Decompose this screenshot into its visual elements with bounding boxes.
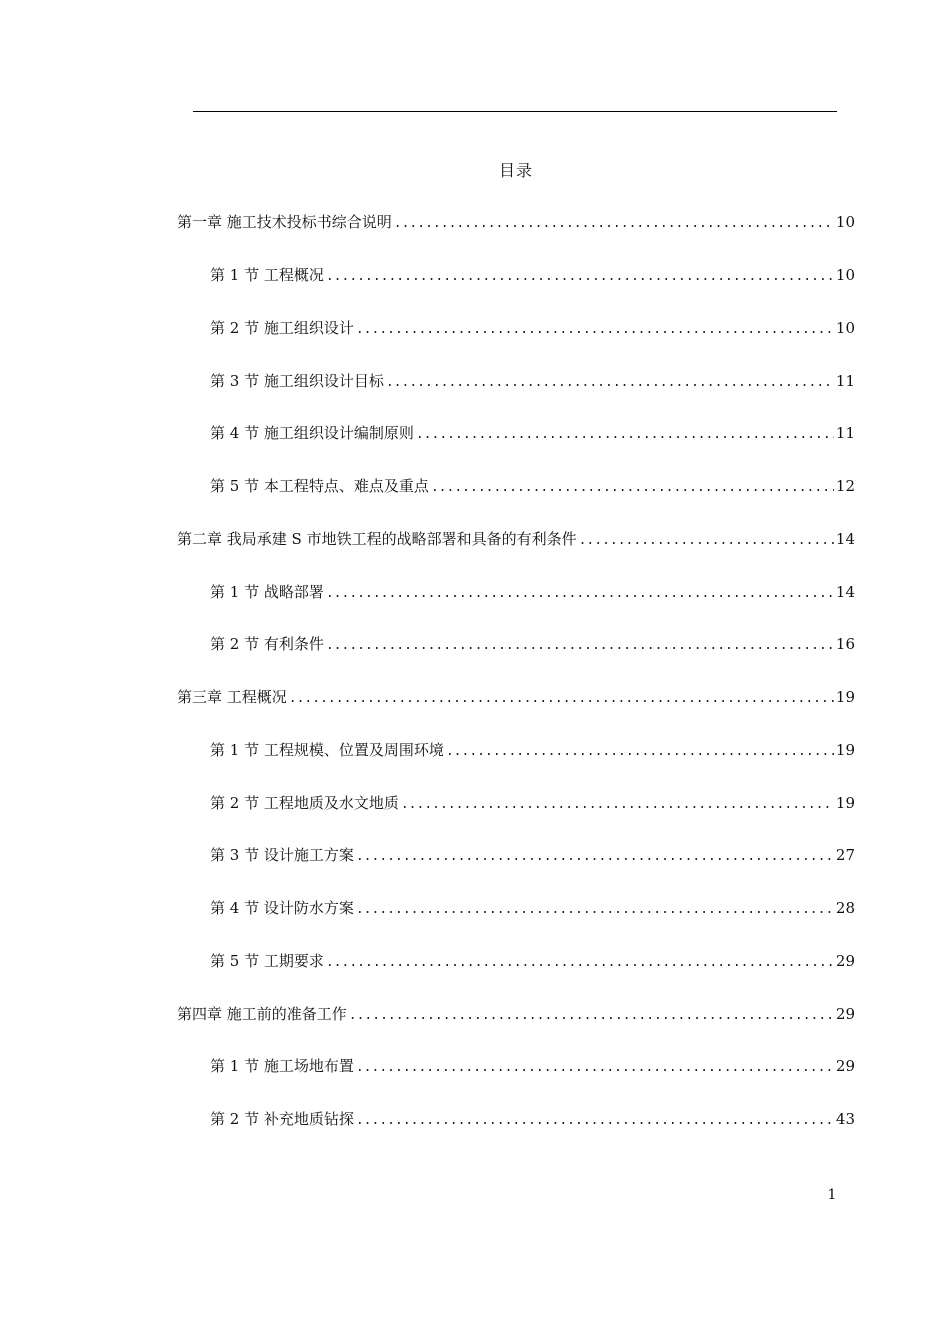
- toc-entry[interactable]: [210, 844, 855, 866]
- toc-dot-leader: [326, 952, 834, 974]
- toc-entry-label: 第四章 施工前的准备工作: [177, 1005, 347, 1023]
- toc-dot-leader: [356, 1057, 834, 1079]
- toc-entry-page: 19: [835, 688, 855, 706]
- toc-entry-page: 29: [835, 1057, 855, 1075]
- toc-entry-page: 11: [835, 372, 855, 390]
- toc-dot-leader: [289, 688, 834, 710]
- toc-dot-leader: [356, 319, 834, 341]
- toc-entry-page: 10: [835, 266, 855, 284]
- toc-entry[interactable]: [210, 1055, 855, 1077]
- toc-dot-leader: [356, 899, 834, 921]
- toc-entry-label: 第 4 节 设计防水方案: [210, 899, 354, 917]
- toc-entry-label: 第 2 节 补充地质钻探: [210, 1110, 354, 1128]
- toc-entry-page: 19: [835, 741, 855, 759]
- toc-entry[interactable]: [210, 475, 855, 497]
- toc-entry[interactable]: [210, 264, 855, 286]
- toc-entry-label: 第 5 节 本工程特点、难点及重点: [210, 477, 429, 495]
- toc-entry-label: 第一章 施工技术投标书综合说明: [177, 213, 392, 231]
- toc-dot-leader: [401, 794, 834, 816]
- toc-entry[interactable]: [210, 950, 855, 972]
- toc-entry-label: 第 1 节 工程规模、位置及周围环境: [210, 741, 444, 759]
- toc-entry-label: 第 3 节 设计施工方案: [210, 846, 354, 864]
- toc-entry-page: 29: [835, 952, 855, 970]
- toc-entry-page: 10: [835, 213, 855, 231]
- toc-dot-leader: [356, 1110, 834, 1132]
- page-number: 1: [827, 1187, 837, 1203]
- toc-entry-label: 第 2 节 工程地质及水文地质: [210, 794, 399, 812]
- toc-entry-label: 第 5 节 工期要求: [210, 952, 324, 970]
- toc-entry-page: 19: [835, 794, 855, 812]
- toc-entry[interactable]: [177, 211, 855, 233]
- toc-entry-page: 28: [835, 899, 855, 917]
- toc-entry-page: 43: [835, 1110, 855, 1128]
- toc-entry[interactable]: [210, 897, 855, 919]
- toc-entry-label: 第 1 节 工程概况: [210, 266, 324, 284]
- toc-title: 目录: [498, 161, 533, 180]
- toc-entry[interactable]: [210, 422, 855, 444]
- toc-entry-label: 第二章 我局承建 S 市地铁工程的战略部署和具备的有利条件: [177, 530, 577, 548]
- toc-entry[interactable]: [177, 528, 855, 550]
- toc-dot-leader: [356, 846, 834, 868]
- toc-entry[interactable]: [210, 792, 855, 814]
- toc-entry-label: 第 2 节 有利条件: [210, 635, 324, 653]
- toc-entry-page: 29: [835, 1005, 855, 1023]
- toc-dot-leader: [416, 424, 834, 446]
- toc-entry-label: 第 3 节 施工组织设计目标: [210, 372, 384, 390]
- toc-entry[interactable]: [210, 370, 855, 392]
- toc-entry[interactable]: [177, 686, 855, 708]
- toc-entry-page: 11: [835, 424, 855, 442]
- toc-dot-leader: [326, 266, 834, 288]
- toc-entry-page: 14: [835, 530, 855, 548]
- toc-dot-leader: [394, 213, 834, 235]
- toc-entry[interactable]: [210, 581, 855, 603]
- toc-entry-label: 第 2 节 施工组织设计: [210, 319, 354, 337]
- toc-entry-page: 27: [835, 846, 855, 864]
- toc-entry[interactable]: [210, 317, 855, 339]
- toc-entry[interactable]: [177, 1003, 855, 1025]
- toc-entry-label: 第 1 节 战略部署: [210, 583, 324, 601]
- toc-dot-leader: [386, 372, 834, 394]
- toc-entry-label: 第 4 节 施工组织设计编制原则: [210, 424, 414, 442]
- toc-dot-leader: [579, 530, 834, 552]
- toc-entry[interactable]: [210, 1108, 855, 1130]
- toc-entry-page: 10: [835, 319, 855, 337]
- toc-entry-label: 第三章 工程概况: [177, 688, 287, 706]
- toc-dot-leader: [349, 1005, 834, 1027]
- toc-entry[interactable]: [210, 633, 855, 655]
- toc-entry-page: 16: [835, 635, 855, 653]
- toc-entry-page: 12: [835, 477, 855, 495]
- toc-entry-page: 14: [835, 583, 855, 601]
- toc-dot-leader: [326, 635, 834, 657]
- toc-entry-label: 第 1 节 施工场地布置: [210, 1057, 354, 1075]
- toc-dot-leader: [446, 741, 834, 763]
- toc-entry[interactable]: [210, 739, 855, 761]
- toc-dot-leader: [431, 477, 834, 499]
- toc-dot-leader: [326, 583, 834, 605]
